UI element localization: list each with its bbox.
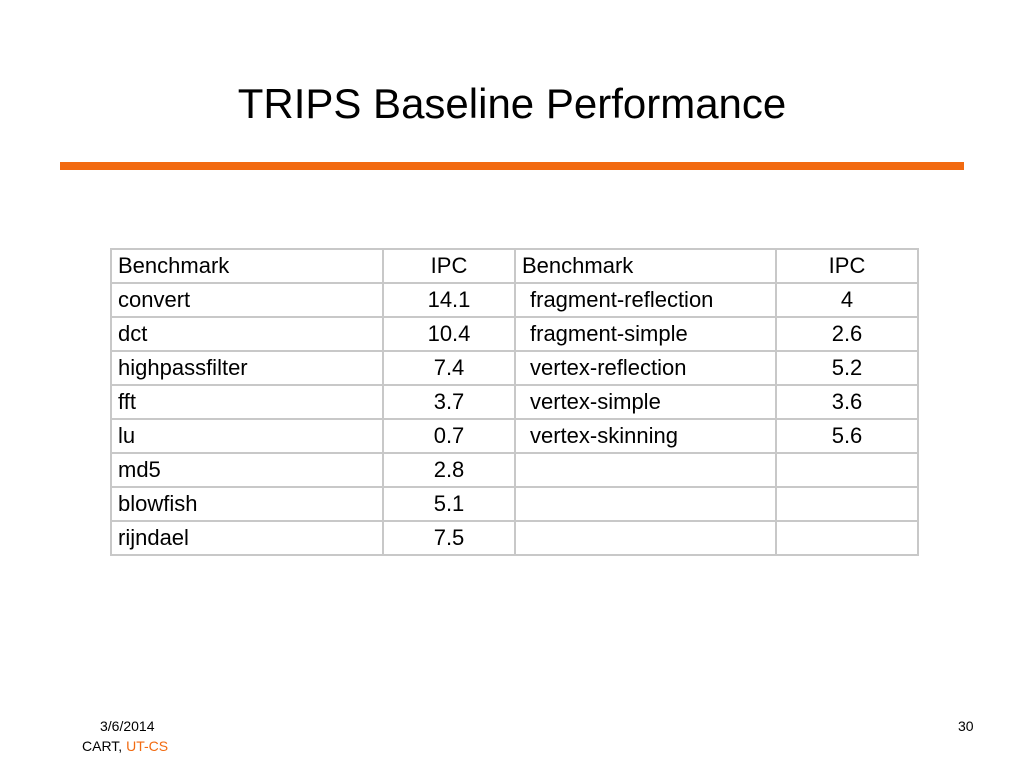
- ipc-value-2: 3.6: [776, 385, 918, 419]
- benchmark-name-2: fragment-simple: [515, 317, 776, 351]
- title-divider: [60, 162, 964, 170]
- table-row: [111, 385, 918, 419]
- ipc-value-1: 14.1: [383, 283, 515, 317]
- table-row: [111, 351, 918, 385]
- benchmark-name-1: lu: [111, 419, 383, 453]
- benchmark-name-1: fft: [111, 385, 383, 419]
- benchmark-name-2: [515, 487, 776, 521]
- benchmark-name-1: convert: [111, 283, 383, 317]
- table-row: [111, 453, 918, 487]
- footer-org-accent: UT-CS: [126, 738, 169, 754]
- benchmark-name-2: [515, 453, 776, 487]
- header-ipc-1: IPC: [383, 249, 515, 283]
- table-row: [111, 487, 918, 521]
- ipc-value-2: [776, 521, 918, 555]
- table-row: [111, 317, 918, 351]
- benchmark-name-1: rijndael: [111, 521, 383, 555]
- table-row: [111, 521, 918, 555]
- benchmark-name-2: vertex-skinning: [515, 419, 776, 453]
- benchmark-name-2: vertex-reflection: [515, 351, 776, 385]
- ipc-value-2: 4: [776, 283, 918, 317]
- ipc-value-1: 10.4: [383, 317, 515, 351]
- benchmark-table: [110, 248, 919, 556]
- ipc-value-1: 2.8: [383, 453, 515, 487]
- table-header-row: [111, 249, 918, 283]
- ipc-value-2: [776, 487, 918, 521]
- ipc-value-2: 5.6: [776, 419, 918, 453]
- ipc-value-2: 2.6: [776, 317, 918, 351]
- benchmark-name-1: blowfish: [111, 487, 383, 521]
- ipc-value-1: 0.7: [383, 419, 515, 453]
- header-benchmark-2: Benchmark: [515, 249, 776, 283]
- footer-date: 3/6/2014: [100, 718, 155, 734]
- footer-org-prefix: CART,: [82, 738, 127, 754]
- table-row: [111, 419, 918, 453]
- ipc-value-1: 3.7: [383, 385, 515, 419]
- benchmark-name-2: fragment-reflection: [515, 283, 776, 317]
- benchmark-name-1: dct: [111, 317, 383, 351]
- slide-title: TRIPS Baseline Performance: [237, 80, 787, 127]
- header-ipc-2: IPC: [776, 249, 918, 283]
- ipc-value-1: 7.5: [383, 521, 515, 555]
- benchmark-name-1: highpassfilter: [111, 351, 383, 385]
- table-row: [111, 283, 918, 317]
- benchmark-name-1: md5: [111, 453, 383, 487]
- header-benchmark-1: Benchmark: [111, 249, 383, 283]
- benchmark-name-2: vertex-simple: [515, 385, 776, 419]
- benchmark-name-2: [515, 521, 776, 555]
- ipc-value-1: 5.1: [383, 487, 515, 521]
- ipc-value-2: 5.2: [776, 351, 918, 385]
- ipc-value-1: 7.4: [383, 351, 515, 385]
- footer-org: [82, 737, 168, 755]
- ipc-value-2: [776, 453, 918, 487]
- page-number: 30: [958, 718, 974, 734]
